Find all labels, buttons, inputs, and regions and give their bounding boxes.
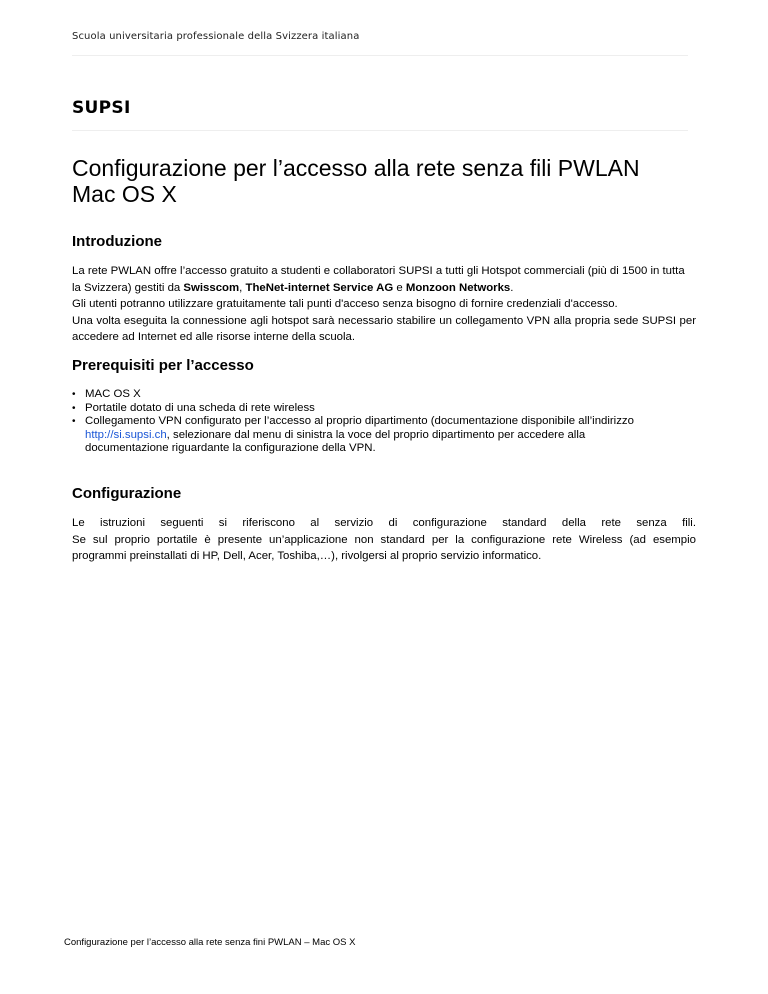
logo-divider (72, 130, 688, 131)
intro-swisscom: Swisscom (183, 281, 240, 294)
intro-sep-1: , (239, 281, 246, 294)
prereq-heading: Prerequisiti per l’accesso (72, 357, 254, 374)
intro-paragraph-2: Gli utenti potranno utilizzare gratuitamente tali punti d'acceso senza bisogno di fornire credenziali d'accesso. (72, 298, 618, 310)
prereq-item-text: Portatile dotato di una scheda di rete wireless (85, 401, 315, 414)
institution-name: Scuola universitaria professionale della Svizzera italiana (72, 31, 360, 42)
intro-heading: Introduzione (72, 233, 162, 250)
title-line-2: Mac OS X (72, 181, 177, 207)
intro-monzoon: Monzoon Networks (405, 281, 511, 294)
list-item (72, 402, 696, 416)
prereq-item-text: MAC OS X (85, 388, 141, 400)
config-section (72, 485, 696, 565)
intro-text-end: . (510, 281, 514, 294)
intro-section (72, 233, 696, 346)
config-paragraph-1: Le istruzioni seguenti si riferiscono al servizio di configurazione standard della rete senza fili. (72, 517, 696, 529)
prereq-section (72, 357, 696, 456)
si-supsi-link[interactable]: http://si.supsi.ch (85, 428, 167, 441)
supsi-logo: SUPSI (72, 98, 131, 118)
page-footer: Configurazione per l’accesso alla rete senza fini PWLAN – Mac OS X (64, 937, 356, 948)
list-item (72, 415, 696, 456)
prereq-item-text-b: , selezionare dal menu di sinistra la voce del proprio dipartimento per accedere alla documentazione riguardante la configurazione della VPN. (85, 428, 586, 455)
bullet-icon: • (72, 416, 76, 428)
title-line-1: Configurazione per l’accesso alla rete senza fili PWLAN (72, 155, 640, 181)
page-title (72, 155, 712, 207)
bullet-icon: • (72, 402, 76, 414)
prereq-list (72, 388, 696, 456)
config-paragraph-2: Se sul proprio portatile è presente un’applicazione non standard per la configurazione rete Wireless (ad esempio programmi preinstallati di HP, Dell, Acer, Toshiba,…), rivolgersi al proprio servizio informatico. (72, 533, 696, 562)
config-heading: Configurazione (72, 485, 182, 502)
header-divider (72, 55, 688, 56)
intro-sep-2: e (393, 281, 406, 294)
intro-text-a: La rete PWLAN offre l’accesso gratuito a studenti e collaboratori SUPSI a tutti gli Hotspot commerciali (più di 1500 in tutta la Svizzera) gestiti da (72, 265, 685, 294)
bullet-icon: • (72, 389, 76, 400)
list-item (72, 388, 696, 402)
prereq-item-text-a: Collegamento VPN configurato per l’accesso al proprio dipartimento (documentazione disponibile all’indirizzo (85, 415, 634, 428)
intro-thenet: TheNet-internet Service AG (245, 281, 394, 294)
intro-paragraph-1 (72, 263, 696, 296)
intro-paragraph-3: Una volta eseguita la connessione agli hotspot sarà necessario stabilire un collegamento VPN alla propria sede SUPSI per accedere ad Internet ed alle risorse interne della scuola. (72, 314, 696, 343)
